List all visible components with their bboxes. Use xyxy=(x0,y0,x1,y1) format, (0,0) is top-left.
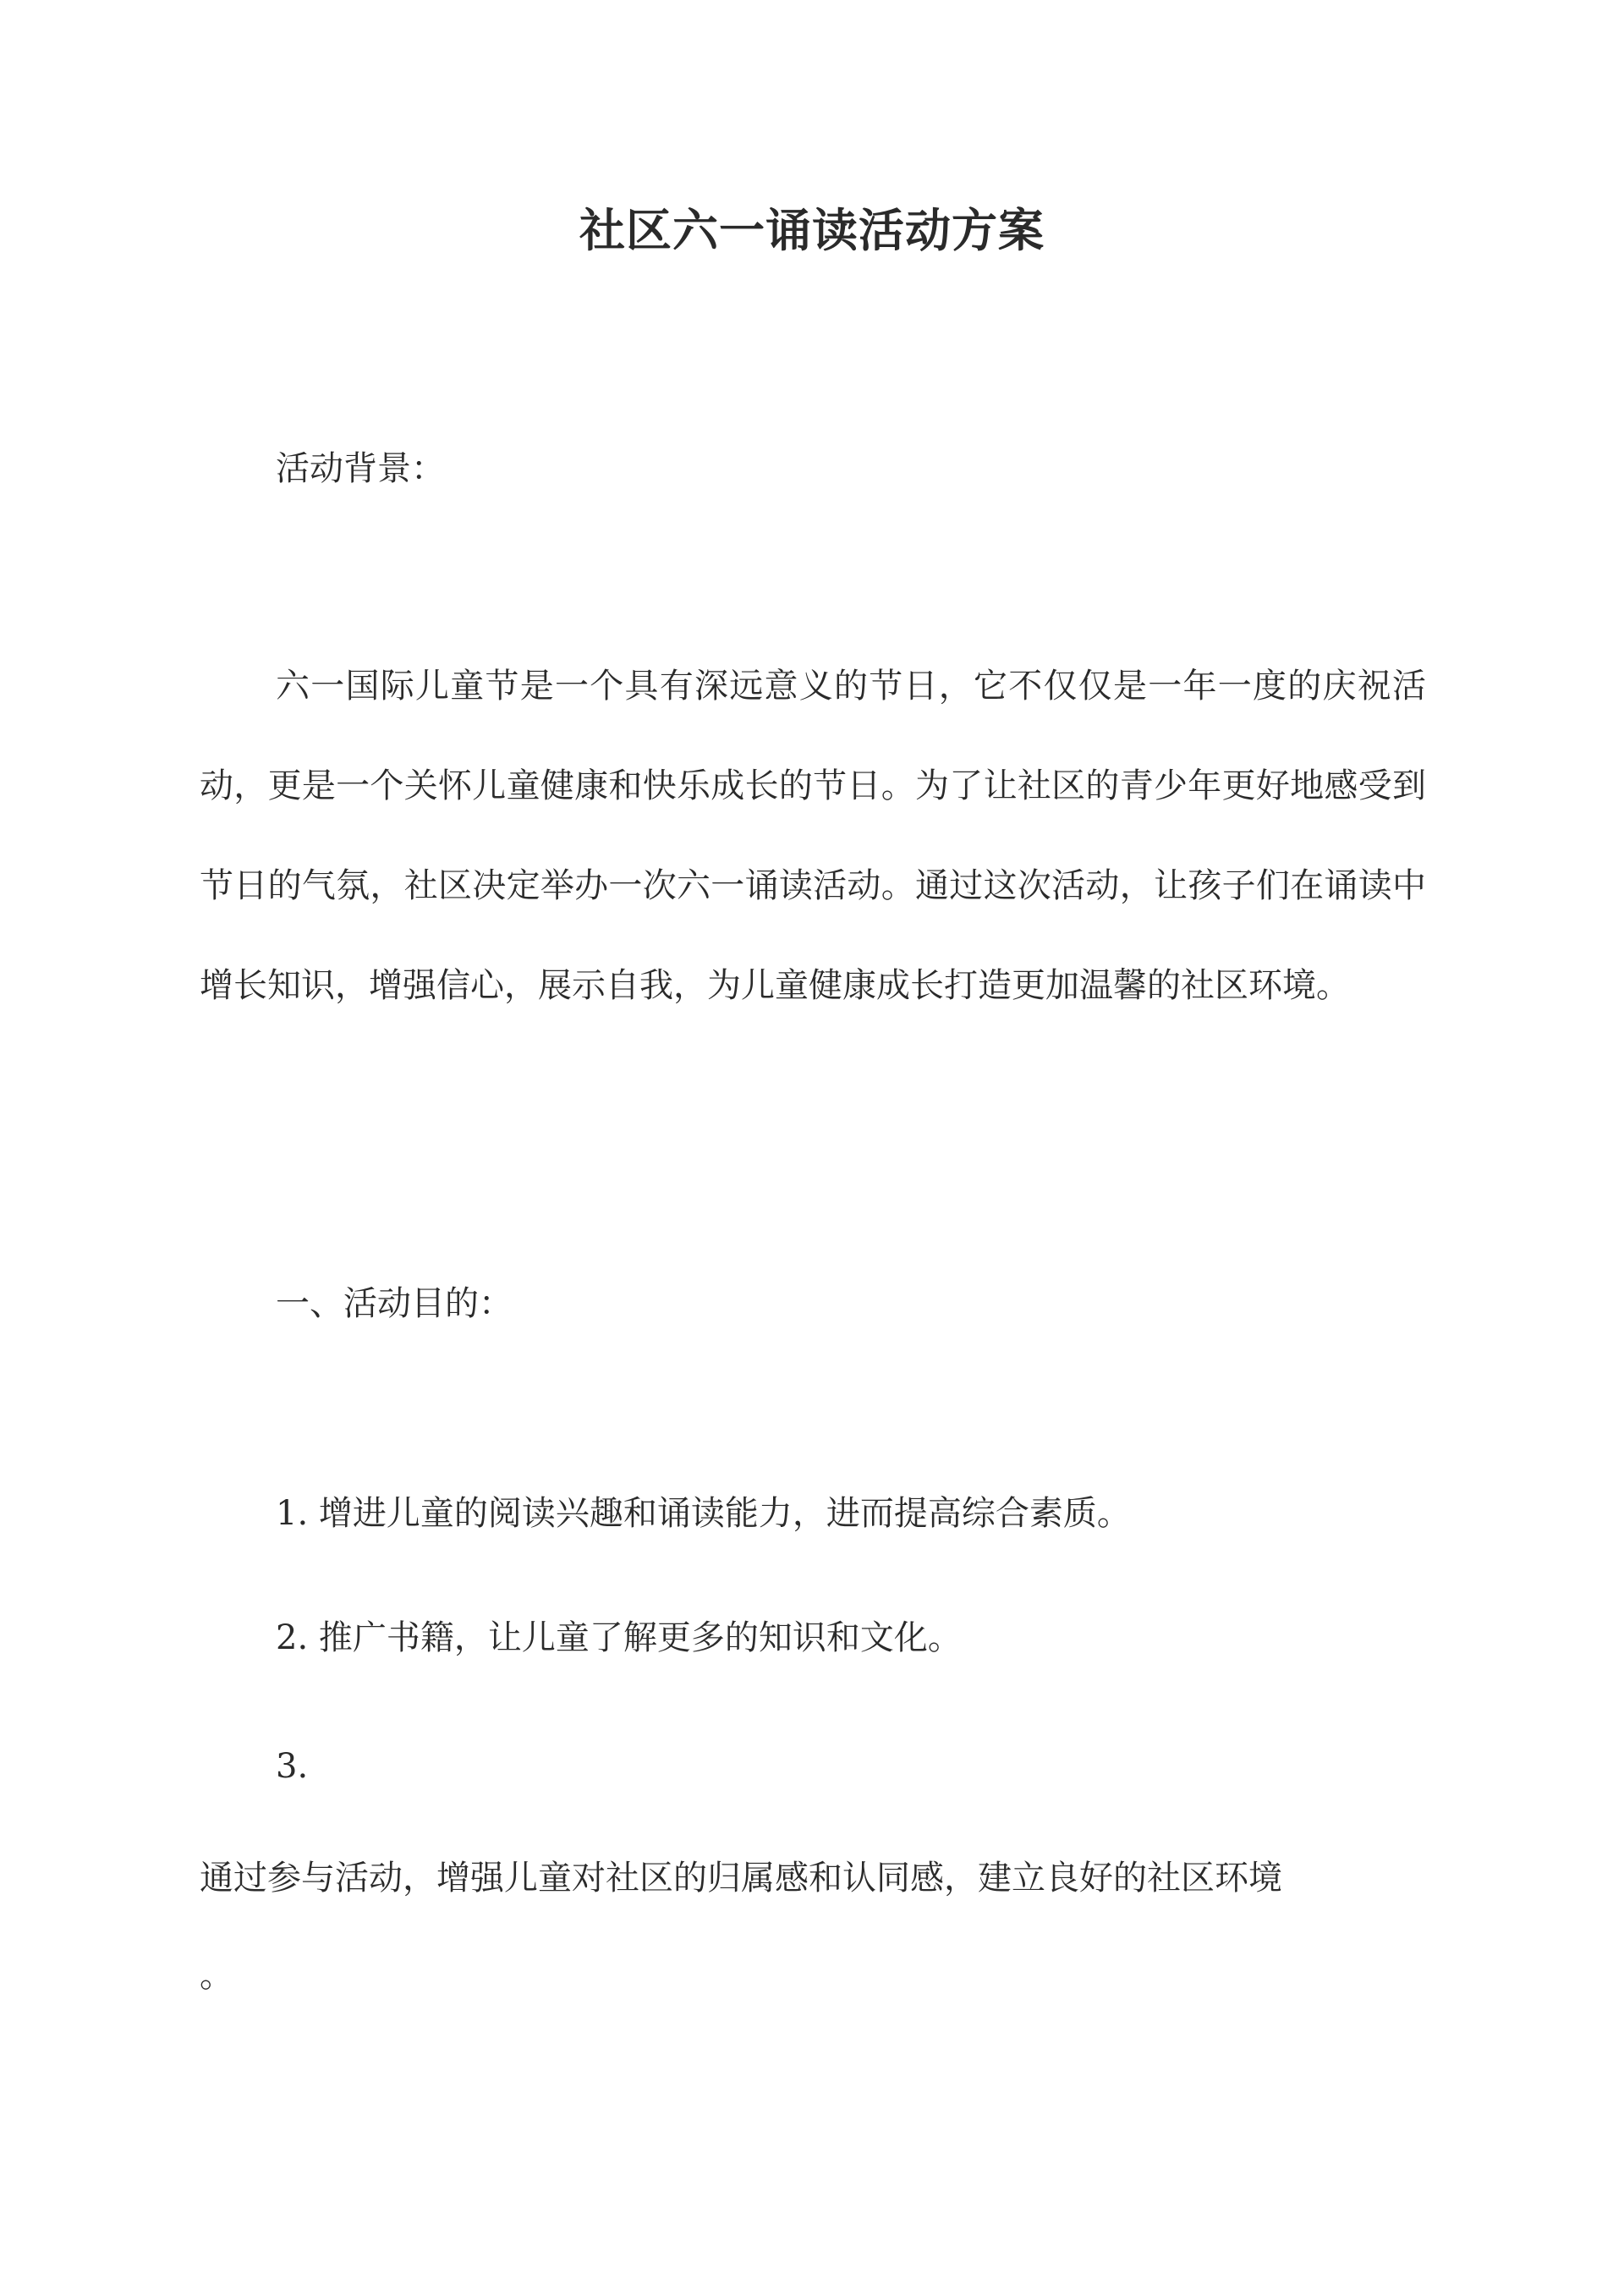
goal-item-3-text: 通过参与活动，增强儿童对社区的归属感和认同感，建立良好的社区环境 xyxy=(200,1859,1282,1898)
goal-item-3-number: 3. xyxy=(276,1747,309,1786)
background-paragraph: 六一国际儿童节是一个具有深远意义的节日，它不仅仅是一年一度的庆祝活动，更是一个关怀儿童健康和快乐成长的节日。为了让社区的青少年更好地感受到节日的气氛，社区决定举办一次六一诵读活动。通过这次活动，让孩子们在诵读中增长知识，增强信心，展示自我，为儿童健康成长打造更加温馨的社区环境。 xyxy=(200,667,1426,1005)
section-one-heading: 一、活动目的： xyxy=(276,1284,513,1323)
goal-item-2: 2. 推广书籍，让儿童了解更多的知识和文化。 xyxy=(276,1618,962,1657)
document-title: 社区六一诵读活动方案 xyxy=(579,203,1045,257)
goal-item-3-end: 。 xyxy=(200,1956,233,1995)
goal-item-1: 1. 增进儿童的阅读兴趣和诵读能力，进而提高综合素质。 xyxy=(276,1494,1131,1533)
background-heading: 活动背景： xyxy=(276,449,445,488)
